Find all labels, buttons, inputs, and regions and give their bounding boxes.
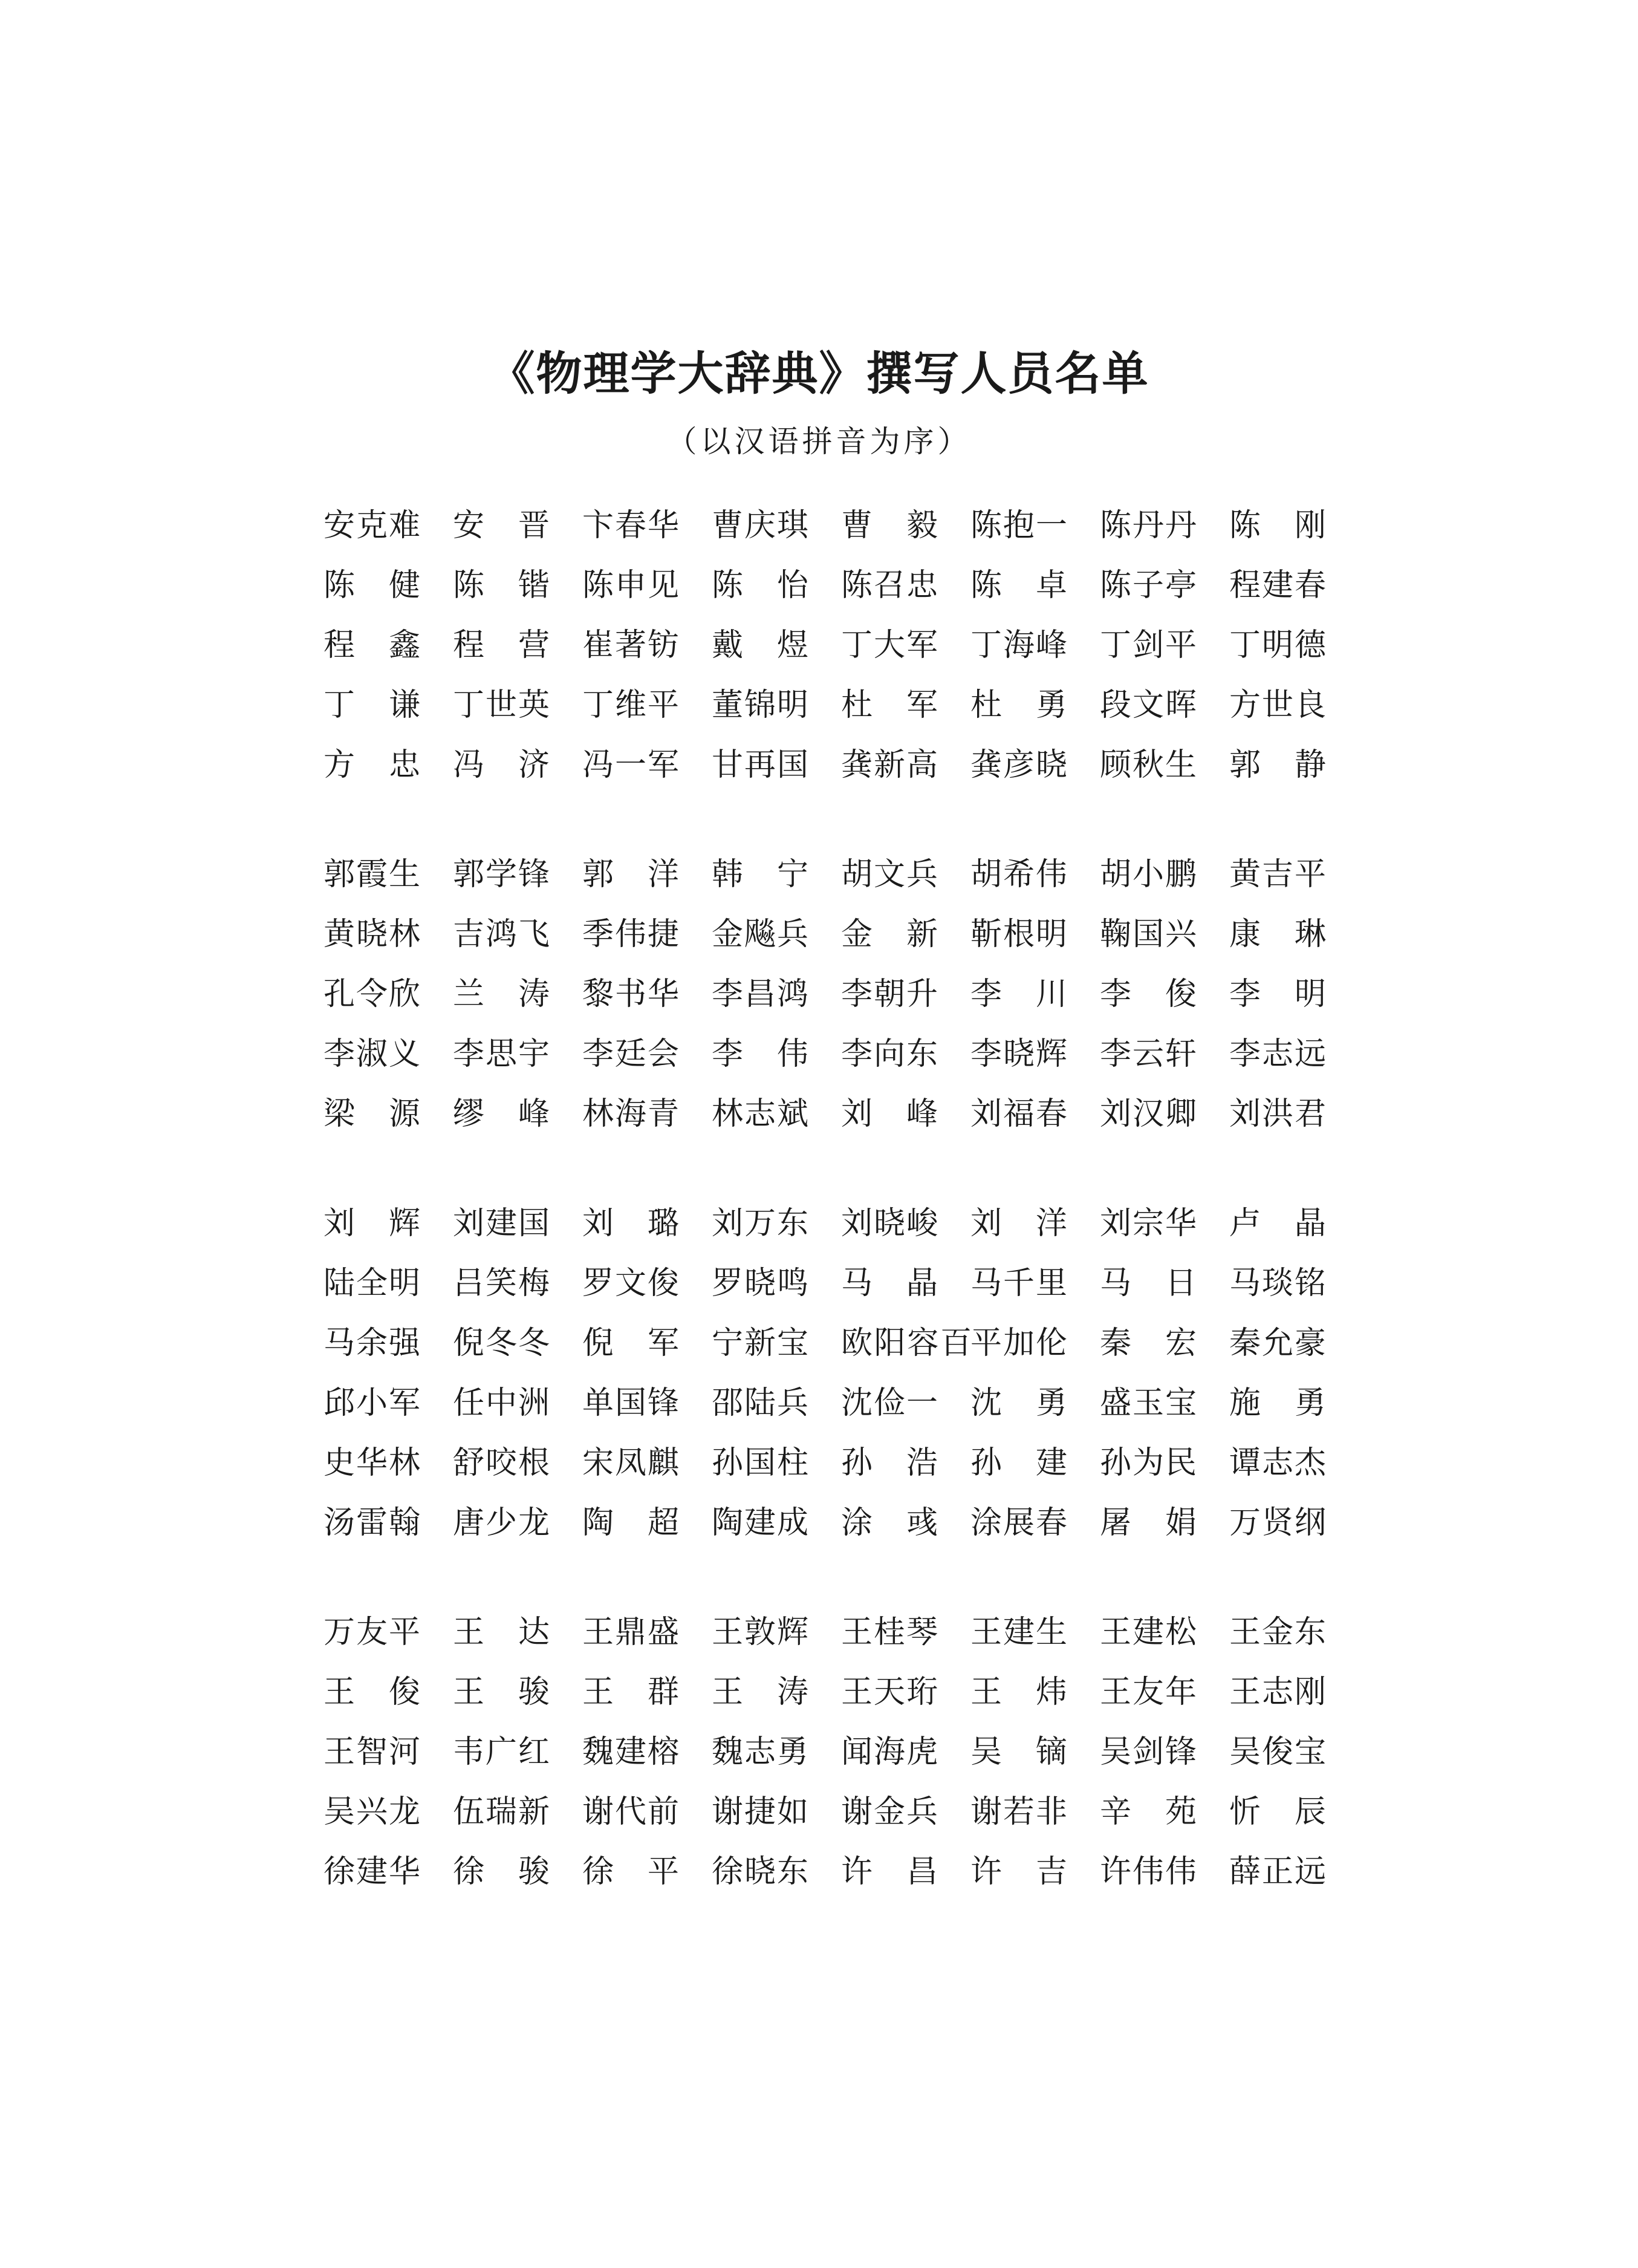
author-name: 沈 勇 — [970, 1385, 1067, 1421]
author-name: 薛正远 — [1229, 1854, 1326, 1890]
author-name: 顾秋生 — [1100, 747, 1197, 783]
name-row — [323, 965, 1345, 1025]
author-name: 刘 璐 — [582, 1205, 679, 1242]
author-name: 邵陆兵 — [712, 1385, 808, 1421]
author-name: 宁新宝 — [712, 1325, 808, 1361]
author-name: 马 日 — [1100, 1265, 1197, 1302]
author-name: 龚新高 — [841, 747, 938, 783]
author-name: 林海青 — [582, 1096, 679, 1132]
author-name: 王鼎盛 — [582, 1614, 679, 1650]
author-name: 安 晋 — [453, 507, 550, 544]
author-name: 吴剑锋 — [1100, 1734, 1197, 1770]
author-name: 梁 源 — [323, 1096, 420, 1132]
author-name: 李 川 — [970, 976, 1067, 1012]
author-name: 陶建成 — [712, 1505, 808, 1541]
author-name: 舒咬根 — [453, 1445, 550, 1481]
author-name: 刘宗华 — [1100, 1205, 1197, 1242]
author-name: 郭霞生 — [323, 856, 420, 893]
author-name: 邱小军 — [323, 1385, 420, 1421]
author-name: 李 明 — [1229, 976, 1326, 1012]
author-name: 李 俊 — [1100, 976, 1197, 1012]
author-name: 李朝升 — [841, 976, 938, 1012]
author-name: 王建松 — [1100, 1614, 1197, 1650]
author-name: 杜 勇 — [970, 687, 1067, 723]
author-name: 王 群 — [582, 1674, 679, 1710]
author-name: 缪 峰 — [453, 1096, 550, 1132]
author-name: 陶 超 — [582, 1505, 679, 1541]
author-name: 金 新 — [841, 916, 938, 953]
author-name: 孙为民 — [1100, 1445, 1197, 1481]
author-name: 刘 辉 — [323, 1205, 420, 1242]
author-name: 董锦明 — [712, 687, 808, 723]
author-name: 谢捷如 — [712, 1794, 808, 1830]
author-name: 甘再国 — [712, 747, 808, 783]
author-name: 丁剑平 — [1100, 627, 1197, 663]
author-name: 曹庆琪 — [712, 507, 808, 544]
author-name: 陈子亭 — [1100, 567, 1197, 604]
author-name: 史华林 — [323, 1445, 420, 1481]
author-name: 程建春 — [1229, 567, 1326, 604]
author-name: 刘福春 — [970, 1096, 1067, 1132]
author-name: 段文晖 — [1100, 687, 1197, 723]
author-name: 王桂琴 — [841, 1614, 938, 1650]
author-name: 徐 平 — [582, 1854, 679, 1890]
author-name: 崔著钫 — [582, 627, 679, 663]
author-name: 刘汉卿 — [1100, 1096, 1197, 1132]
author-name: 龚彦晓 — [970, 747, 1067, 783]
author-name: 郭 洋 — [582, 856, 679, 893]
author-name: 宋凤麒 — [582, 1445, 679, 1481]
author-name: 卢 晶 — [1229, 1205, 1326, 1242]
author-name: 韦广红 — [453, 1734, 550, 1770]
author-name: 李 伟 — [712, 1036, 808, 1072]
author-name: 徐 骏 — [453, 1854, 550, 1890]
author-name: 汤雷翰 — [323, 1505, 420, 1541]
name-row — [323, 1782, 1345, 1842]
author-name: 康 琳 — [1229, 916, 1326, 953]
author-name: 马千里 — [970, 1265, 1067, 1302]
author-name: 郭学锋 — [453, 856, 550, 893]
author-name: 王 俊 — [323, 1674, 420, 1710]
page-subtitle: （以汉语拼音为序） — [666, 424, 972, 459]
author-name: 陆全明 — [323, 1265, 420, 1302]
author-name: 王 骏 — [453, 1674, 550, 1710]
author-name: 谢代前 — [582, 1794, 679, 1830]
author-name: 欧阳容百 — [841, 1325, 969, 1361]
author-name: 王金东 — [1229, 1614, 1326, 1650]
author-name: 季伟捷 — [582, 916, 679, 953]
author-name: 马余强 — [323, 1325, 420, 1361]
author-name: 沈俭一 — [841, 1385, 938, 1421]
author-name: 孙 建 — [970, 1445, 1067, 1481]
author-name: 方世良 — [1229, 687, 1326, 723]
author-name: 吴俊宝 — [1229, 1734, 1326, 1770]
author-name: 谭志杰 — [1229, 1445, 1326, 1481]
author-name: 罗晓鸣 — [712, 1265, 808, 1302]
author-name: 王 炜 — [970, 1674, 1067, 1710]
author-name: 陈 健 — [323, 567, 420, 604]
name-row — [323, 676, 1345, 735]
author-name: 丁维平 — [582, 687, 679, 723]
name-row — [323, 1194, 1345, 1254]
author-name: 胡文兵 — [841, 856, 938, 893]
author-name: 马琰铭 — [1229, 1265, 1326, 1302]
author-name: 丁世英 — [453, 687, 550, 723]
author-name: 单国锋 — [582, 1385, 679, 1421]
author-name: 王友年 — [1100, 1674, 1197, 1710]
author-name: 倪冬冬 — [453, 1325, 550, 1361]
author-name: 王天珩 — [841, 1674, 938, 1710]
author-name: 冯一军 — [582, 747, 679, 783]
author-name: 忻 辰 — [1229, 1794, 1326, 1830]
name-row — [323, 1842, 1345, 1902]
name-row — [323, 1374, 1345, 1433]
author-name: 任中洲 — [453, 1385, 550, 1421]
author-name: 刘晓峻 — [841, 1205, 938, 1242]
author-name: 王敦辉 — [712, 1614, 808, 1650]
author-name: 程 鑫 — [323, 627, 420, 663]
author-name: 王 达 — [453, 1614, 550, 1650]
page-title: 《物理学大辞典》撰写人员名单 — [489, 347, 1149, 400]
author-name: 辛 苑 — [1100, 1794, 1197, 1830]
author-name: 林志斌 — [712, 1096, 808, 1132]
author-name: 黄吉平 — [1229, 856, 1326, 893]
author-name: 兰 涛 — [453, 976, 550, 1012]
author-name: 安克难 — [323, 507, 420, 544]
author-name: 丁大军 — [841, 627, 938, 663]
author-name: 刘 峰 — [841, 1096, 938, 1132]
name-group — [323, 1194, 1345, 1553]
author-name: 曹 毅 — [841, 507, 938, 544]
author-name: 刘万东 — [712, 1205, 808, 1242]
author-name: 吴 镝 — [970, 1734, 1067, 1770]
author-name-list — [323, 496, 1345, 1952]
author-name: 郭 静 — [1229, 747, 1326, 783]
author-name: 李淑义 — [323, 1036, 420, 1072]
author-name: 秦允豪 — [1229, 1325, 1326, 1361]
author-name: 韩 宁 — [712, 856, 808, 893]
author-name: 陈申见 — [582, 567, 679, 604]
author-name: 陈召忠 — [841, 567, 938, 604]
author-name: 施 勇 — [1229, 1385, 1326, 1421]
author-name: 谢若非 — [970, 1794, 1067, 1830]
author-name: 方 忠 — [323, 747, 420, 783]
name-group — [323, 845, 1345, 1144]
name-row — [323, 1254, 1345, 1314]
author-name: 许 昌 — [841, 1854, 938, 1890]
author-name: 闻海虎 — [841, 1734, 938, 1770]
author-name: 徐建华 — [323, 1854, 420, 1890]
name-row — [323, 1663, 1345, 1722]
author-name: 鞠国兴 — [1100, 916, 1197, 953]
author-name: 李昌鸿 — [712, 976, 808, 1012]
author-name: 陈丹丹 — [1100, 507, 1197, 544]
author-name: 李晓辉 — [970, 1036, 1067, 1072]
author-name: 陈 怡 — [712, 567, 808, 604]
author-name: 杜 军 — [841, 687, 938, 723]
author-name: 刘建国 — [453, 1205, 550, 1242]
author-name: 李向东 — [841, 1036, 938, 1072]
author-name: 黄晓林 — [323, 916, 420, 953]
author-name: 唐少龙 — [453, 1505, 550, 1541]
author-name: 陈 刚 — [1229, 507, 1326, 544]
author-name: 秦 宏 — [1100, 1325, 1197, 1361]
name-row — [323, 616, 1345, 676]
author-name: 金飚兵 — [712, 916, 808, 953]
author-name: 涂展春 — [970, 1505, 1067, 1541]
author-name: 倪 军 — [582, 1325, 679, 1361]
name-row — [323, 1025, 1345, 1084]
author-name: 丁海峰 — [970, 627, 1067, 663]
name-group — [323, 1603, 1345, 1902]
author-name: 马 晶 — [841, 1265, 938, 1302]
author-name: 陈 锴 — [453, 567, 550, 604]
author-name: 戴 煜 — [712, 627, 808, 663]
author-name: 胡希伟 — [970, 856, 1067, 893]
author-name: 谢金兵 — [841, 1794, 938, 1830]
author-name: 许伟伟 — [1100, 1854, 1197, 1890]
author-name: 孙 浩 — [841, 1445, 938, 1481]
author-name: 吉鸿飞 — [453, 916, 550, 953]
author-name: 卞春华 — [582, 507, 679, 544]
name-row — [323, 845, 1345, 905]
author-name: 冯 济 — [453, 747, 550, 783]
author-name: 丁明德 — [1229, 627, 1326, 663]
name-group — [323, 496, 1345, 795]
name-row — [323, 556, 1345, 616]
author-name: 王 涛 — [712, 1674, 808, 1710]
author-name: 许 吉 — [970, 1854, 1067, 1890]
name-row — [323, 905, 1345, 965]
author-name: 陈 卓 — [970, 567, 1067, 604]
name-row — [323, 1603, 1345, 1663]
name-row — [323, 1084, 1345, 1144]
author-name: 李云轩 — [1100, 1036, 1197, 1072]
author-name: 平加伦 — [970, 1325, 1067, 1361]
author-name: 徐晓东 — [712, 1854, 808, 1890]
author-name: 王建生 — [970, 1614, 1067, 1650]
name-row — [323, 1433, 1345, 1493]
author-name: 李思宇 — [453, 1036, 550, 1072]
name-row — [323, 1722, 1345, 1782]
author-name: 孔令欣 — [323, 976, 420, 1012]
author-name: 孙国柱 — [712, 1445, 808, 1481]
author-name: 李廷会 — [582, 1036, 679, 1072]
author-name: 王智河 — [323, 1734, 420, 1770]
author-name: 魏建榕 — [582, 1734, 679, 1770]
author-name: 胡小鹏 — [1100, 856, 1197, 893]
author-name: 魏志勇 — [712, 1734, 808, 1770]
author-name: 陈抱一 — [970, 507, 1067, 544]
author-name: 刘 洋 — [970, 1205, 1067, 1242]
name-row — [323, 1314, 1345, 1374]
author-name: 罗文俊 — [582, 1265, 679, 1302]
author-name: 程 营 — [453, 627, 550, 663]
name-row — [323, 496, 1345, 556]
author-name: 王志刚 — [1229, 1674, 1326, 1710]
author-name: 万友平 — [323, 1614, 420, 1650]
author-name: 吴兴龙 — [323, 1794, 420, 1830]
name-row — [323, 1493, 1345, 1553]
author-name: 丁 谦 — [323, 687, 420, 723]
author-name: 万贤纲 — [1229, 1505, 1326, 1541]
author-name: 吕笑梅 — [453, 1265, 550, 1302]
author-name: 刘洪君 — [1229, 1096, 1326, 1132]
author-name: 屠 娟 — [1100, 1505, 1197, 1541]
author-name: 盛玉宝 — [1100, 1385, 1197, 1421]
author-name: 涂 彧 — [841, 1505, 938, 1541]
author-name: 李志远 — [1229, 1036, 1326, 1072]
author-name: 伍瑞新 — [453, 1794, 550, 1830]
author-name: 靳根明 — [970, 916, 1067, 953]
author-name: 黎书华 — [582, 976, 679, 1012]
name-row — [323, 735, 1345, 795]
